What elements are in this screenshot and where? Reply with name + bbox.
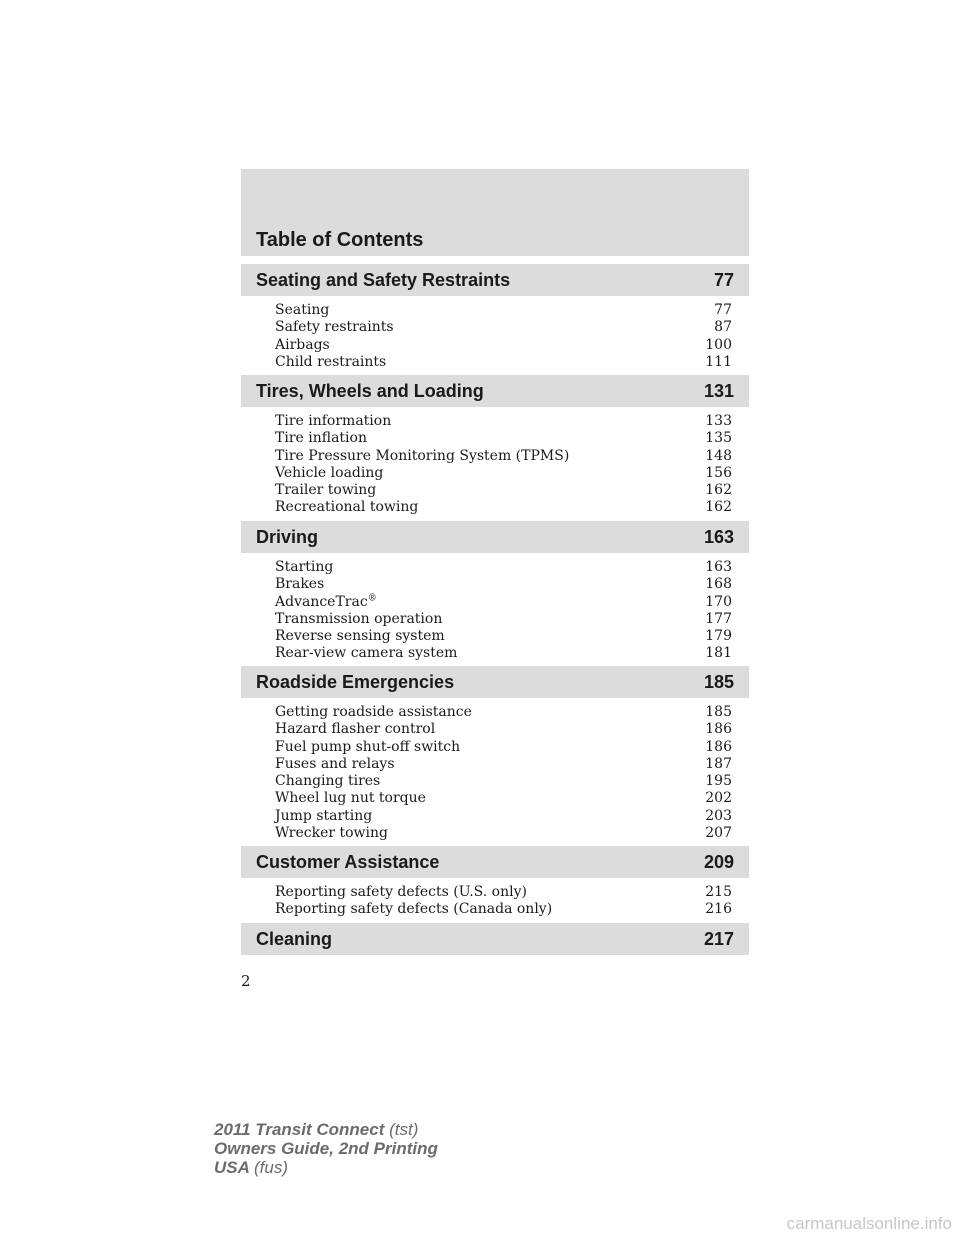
section-entries	[241, 553, 749, 663]
toc-entry-label: Changing tires	[275, 773, 381, 790]
toc-entry[interactable]	[275, 645, 732, 662]
toc-entry-label: Recreational towing	[275, 499, 419, 516]
section-entries	[241, 698, 749, 842]
toc-entry-page: 148	[705, 447, 732, 464]
toc-entry-label-wrap	[275, 559, 333, 576]
section-heading-label: Customer Assistance	[256, 851, 440, 872]
toc-entry-label-wrap	[275, 628, 445, 645]
toc-entry[interactable]	[275, 756, 732, 773]
toc-entry[interactable]	[275, 319, 732, 336]
toc-entry-page: 186	[705, 721, 732, 738]
toc-entry[interactable]	[275, 884, 732, 901]
toc-entry-label: Fuses and relays	[275, 755, 395, 772]
toc-entry-label: Wrecker towing	[275, 825, 388, 842]
page-title: Table of Contents	[256, 229, 424, 251]
toc-entry-label-wrap	[275, 337, 330, 354]
toc-entry-label-wrap	[275, 790, 426, 807]
toc-entry-label: Vehicle loading	[275, 464, 384, 481]
toc-entry[interactable]	[275, 611, 732, 628]
section-heading[interactable]	[241, 846, 749, 878]
toc-entry-page: 203	[705, 807, 732, 824]
toc-entry[interactable]	[275, 594, 732, 611]
footer-line-3	[214, 1158, 438, 1177]
toc-entry-label-wrap	[275, 739, 460, 756]
section-heading-label: Cleaning	[256, 928, 333, 949]
toc-entry[interactable]	[275, 482, 732, 499]
toc-entry-label: Getting roadside assistance	[275, 704, 472, 720]
toc-entry[interactable]	[275, 302, 732, 319]
toc-entry-label: Hazard flasher control	[275, 721, 436, 738]
toc-section	[241, 521, 749, 663]
section-heading-page: 77	[713, 269, 734, 290]
watermark: carmanualsonline.info	[786, 1214, 952, 1233]
toc-entry-label-wrap	[275, 645, 457, 662]
toc-entry[interactable]	[275, 704, 732, 721]
toc-entry[interactable]	[275, 739, 732, 756]
toc-entry[interactable]	[275, 628, 732, 645]
toc-section	[241, 923, 749, 955]
section-entries	[241, 296, 749, 371]
toc-entry-page: 181	[705, 645, 732, 662]
toc-entry-label-wrap	[275, 499, 418, 516]
toc-entry-label: Tire information	[275, 413, 392, 429]
toc-entry[interactable]	[275, 576, 732, 593]
toc-entry-page: 170	[705, 593, 732, 610]
toc-entry[interactable]	[275, 337, 732, 354]
toc-entry-label: Seating	[275, 302, 330, 318]
toc-entry[interactable]	[275, 448, 732, 465]
toc-entry[interactable]	[275, 430, 732, 447]
section-heading-page: 131	[703, 380, 734, 401]
section-heading-label: Tires, Wheels and Loading	[256, 380, 484, 401]
section-heading[interactable]	[241, 264, 749, 296]
toc-entry-label: Fuel pump shut-off switch	[275, 738, 461, 755]
toc-entry-label: Trailer towing	[275, 482, 377, 499]
toc-entry-label-wrap	[275, 430, 367, 447]
toc-section	[241, 666, 749, 842]
toc-entry-page: 177	[705, 610, 732, 627]
toc-entry-label: Tire Pressure Monitoring System (TPMS)	[275, 447, 570, 464]
toc-entry-label-wrap	[275, 721, 435, 738]
footer-model: 2011 Transit Connect	[214, 1120, 385, 1139]
toc-entry-label: Reporting safety defects (U.S. only)	[275, 884, 527, 900]
toc-entry[interactable]	[275, 790, 732, 807]
section-heading-page: 185	[703, 671, 734, 692]
section-heading[interactable]	[241, 521, 749, 553]
toc-entry-page: 77	[714, 302, 732, 318]
toc-section	[241, 375, 749, 517]
section-heading-label: Driving	[256, 526, 319, 547]
toc-entry-label: Starting	[275, 559, 334, 575]
toc-entry-label-wrap	[275, 448, 569, 465]
section-heading-page: 209	[703, 851, 734, 872]
toc-entry-page: 100	[705, 336, 732, 353]
toc-entry-label-wrap	[275, 611, 442, 628]
toc-entry-page: 156	[705, 464, 732, 481]
document-footer	[214, 1120, 438, 1177]
toc-entry-label: Wheel lug nut torque	[275, 790, 426, 807]
toc-entry-page: 135	[705, 430, 732, 447]
toc-entry-page: 162	[705, 499, 732, 516]
toc-entry-label: Transmission operation	[275, 610, 443, 627]
toc-entry-label: AdvanceTrac	[275, 593, 368, 610]
toc-entry-label: Safety restraints	[275, 319, 394, 336]
toc-entry-label-wrap	[275, 594, 377, 611]
toc-section	[241, 846, 749, 919]
toc-header-band	[241, 169, 749, 256]
toc-entry-label: Child restraints	[275, 353, 387, 370]
toc-entry-page: 168	[705, 576, 732, 593]
toc-entry[interactable]	[275, 773, 732, 790]
toc-entry-label-wrap	[275, 354, 386, 371]
toc-entry-label-wrap	[275, 319, 394, 336]
toc-entry-label-wrap	[275, 756, 395, 773]
toc-entry-page: 111	[705, 353, 732, 370]
toc-entry-page: 207	[705, 825, 732, 842]
toc-entry[interactable]	[275, 499, 732, 516]
toc-entry-label-wrap	[275, 576, 324, 593]
toc-entry-page: 87	[714, 319, 732, 336]
section-heading-page: 217	[703, 928, 734, 949]
toc-entry-page: 179	[705, 628, 732, 645]
footer-market: USA	[214, 1158, 250, 1177]
toc-entry-page: 163	[705, 559, 732, 575]
toc-entry-label-wrap	[275, 704, 472, 721]
section-entries	[241, 878, 749, 919]
toc-entry-page: 215	[705, 884, 732, 900]
section-heading-label: Roadside Emergencies	[256, 671, 455, 692]
toc-entry[interactable]	[275, 721, 732, 738]
toc-entry[interactable]	[275, 901, 732, 918]
toc-entry-label-wrap	[275, 773, 380, 790]
toc-entry-label-wrap	[275, 302, 329, 319]
toc-entry[interactable]	[275, 825, 732, 842]
section-heading-label: Seating and Safety Restraints	[256, 269, 511, 290]
toc-entry-page: 216	[705, 901, 732, 918]
toc-entry-label: Rear-view camera system	[275, 645, 458, 662]
section-heading[interactable]	[241, 923, 749, 955]
toc-entry-label-wrap	[275, 465, 383, 482]
section-heading[interactable]	[241, 375, 749, 407]
page-number: 2	[241, 972, 251, 990]
toc-entry-page: 195	[705, 773, 732, 790]
toc-entry-page: 185	[705, 704, 732, 720]
toc-section	[241, 264, 749, 371]
toc-entry-page: 187	[705, 755, 732, 772]
toc-entry-label-wrap	[275, 482, 376, 499]
toc-entry-label: Jump starting	[275, 807, 373, 824]
toc-entry-label: Brakes	[275, 576, 325, 593]
toc-entry-label: Reporting safety defects (Canada only)	[275, 901, 553, 918]
toc-entry-label: Tire inflation	[275, 430, 367, 447]
toc-entry-label-wrap	[275, 884, 527, 901]
toc-entry-page: 162	[705, 482, 732, 499]
toc-entry[interactable]	[275, 559, 732, 576]
toc-entry-page: 133	[705, 413, 732, 429]
footer-line-1	[214, 1120, 438, 1139]
registered-mark: ®	[367, 592, 377, 603]
toc-entry-label-wrap	[275, 808, 372, 825]
section-entries	[241, 407, 749, 517]
toc-entry[interactable]	[275, 808, 732, 825]
toc-entry[interactable]	[275, 465, 732, 482]
footer-line-2: Owners Guide, 2nd Printing	[214, 1139, 438, 1158]
toc-entry-label-wrap	[275, 413, 391, 430]
toc-entry-page: 186	[705, 738, 732, 755]
toc-entry-label-wrap	[275, 825, 388, 842]
section-heading-page: 163	[703, 526, 734, 547]
toc-entry-label-wrap	[275, 901, 552, 918]
toc-entry[interactable]	[275, 413, 732, 430]
footer-model-code: (tst)	[389, 1120, 419, 1139]
section-heading[interactable]	[241, 666, 749, 698]
toc-entry-label: Airbags	[275, 336, 330, 353]
toc-entry[interactable]	[275, 354, 732, 371]
toc-entry-page: 202	[705, 790, 732, 807]
footer-market-code: (fus)	[254, 1158, 288, 1177]
toc-entry-label: Reverse sensing system	[275, 628, 445, 645]
